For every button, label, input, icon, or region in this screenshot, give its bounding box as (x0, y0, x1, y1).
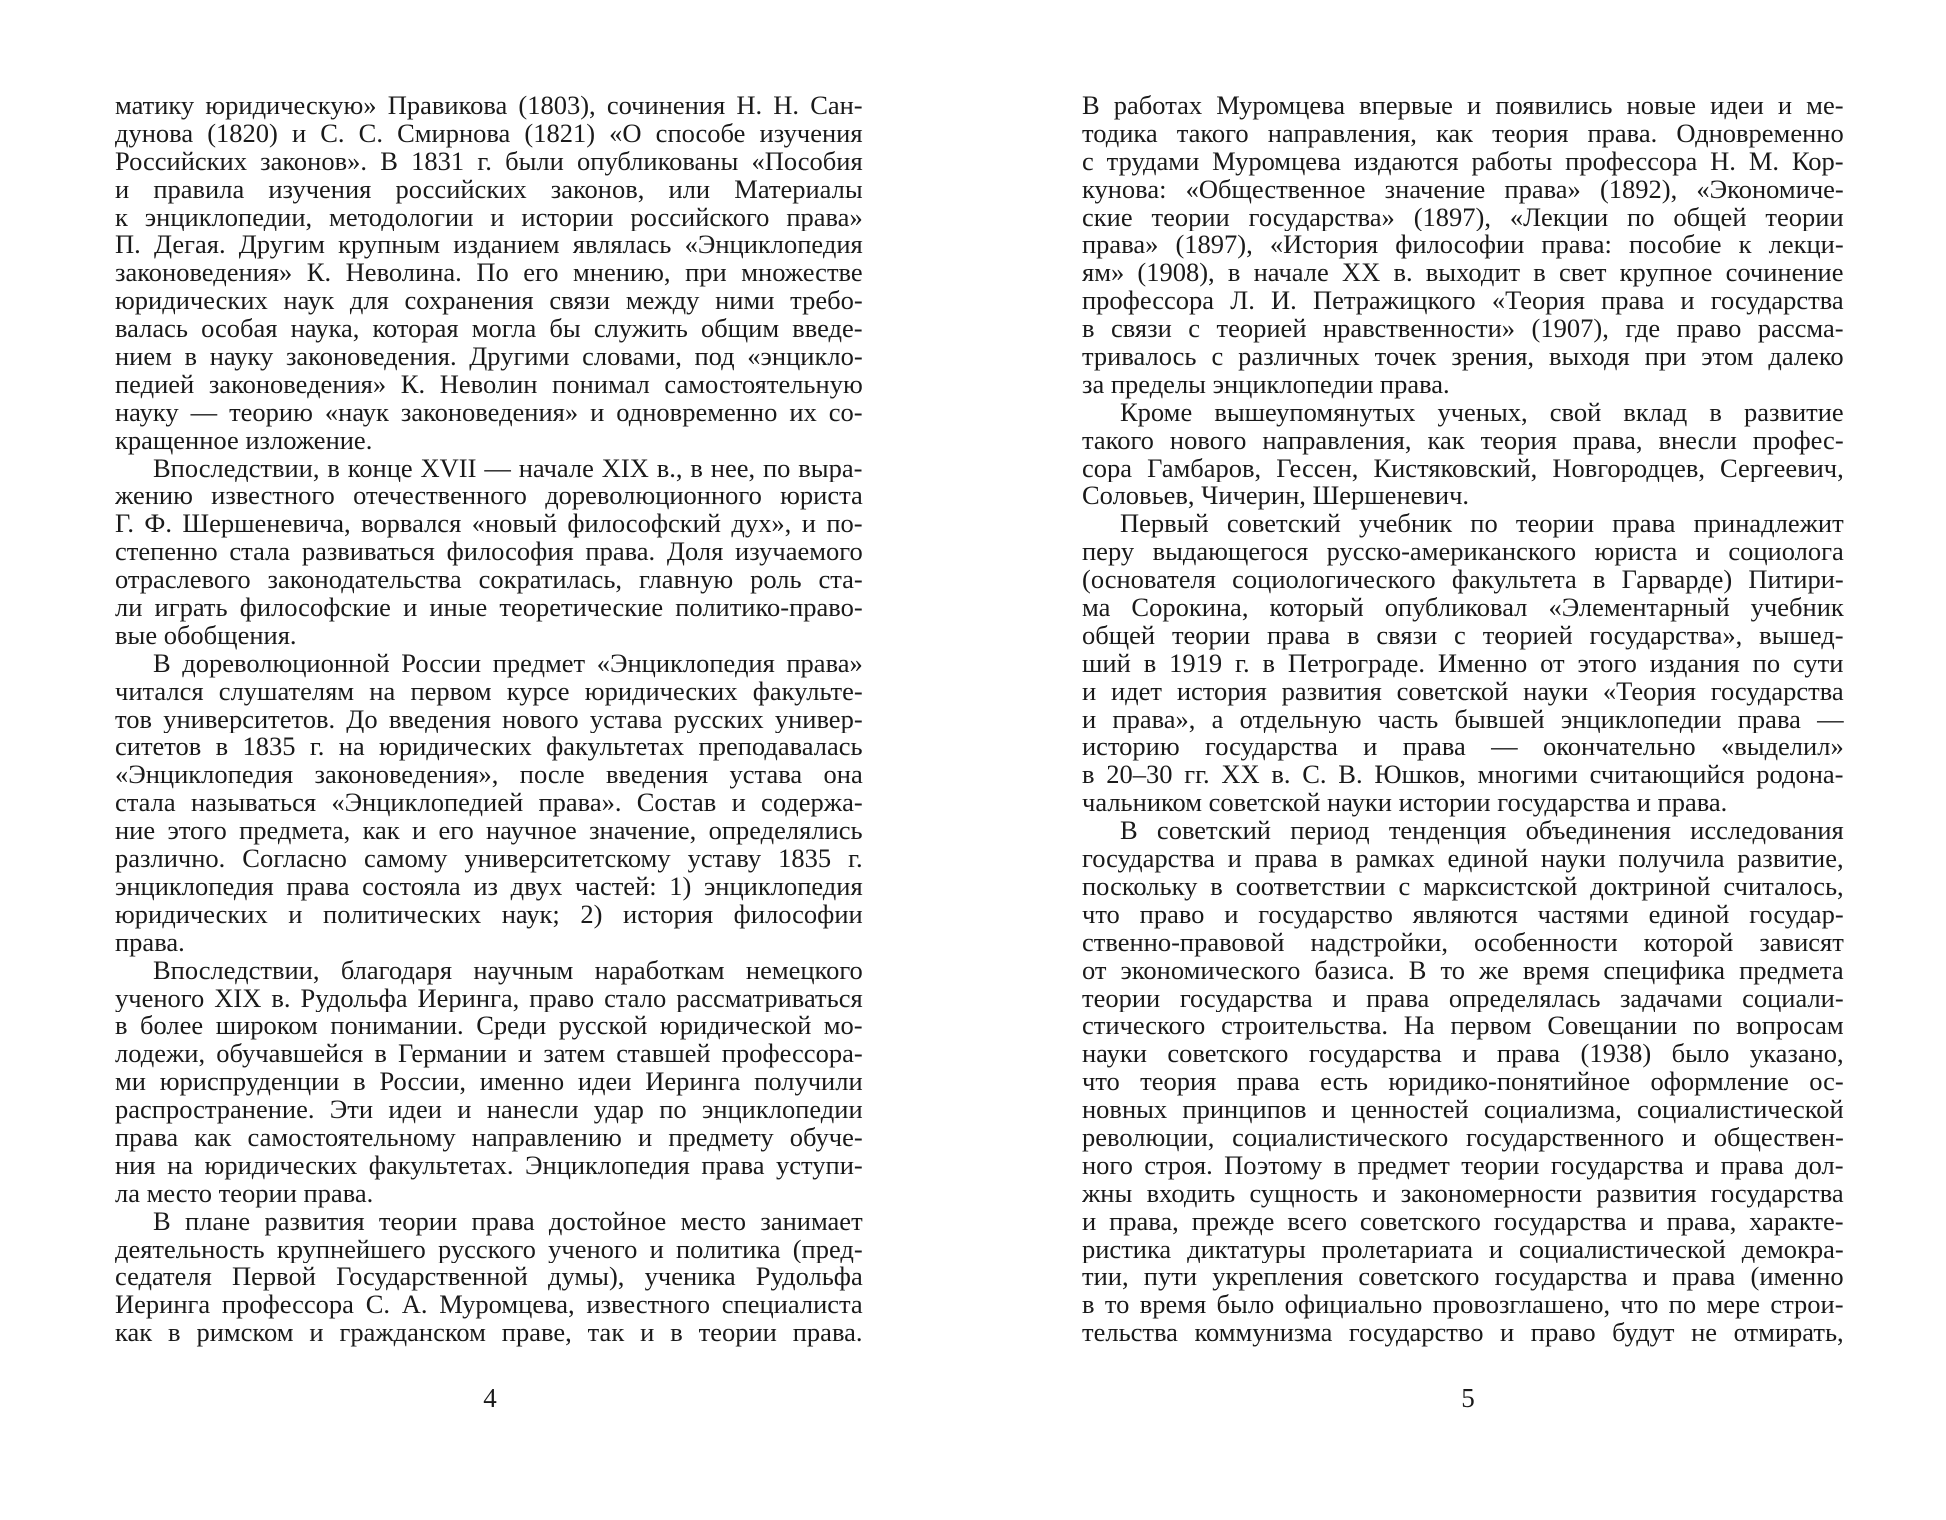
text-line-content: что право и государство являются частями единой государ- (1082, 900, 1844, 929)
text-line (115, 510, 863, 538)
text-line (1082, 761, 1844, 789)
paragraph (1082, 399, 1844, 511)
text-line (1082, 1124, 1844, 1152)
text-line (115, 566, 863, 594)
text-line (115, 482, 863, 510)
text-line-content: с трудами Муромцева издаются работы профессора Н. М. Кор- (1082, 147, 1844, 176)
page-number-right: 5 (1461, 1383, 1475, 1413)
text-line (115, 259, 863, 287)
text-line-content: стала называться «Энциклопедией права». Состав и содержа- (115, 789, 863, 818)
text-line-content: Г. Ф. Шершеневича, ворвался «новый философский дух», и по- (115, 510, 863, 539)
text-line (115, 1208, 863, 1236)
text-line-content: и идет история развития советской науки «Теория государства (1082, 677, 1844, 706)
text-line-content: В работах Муромцева впервые и появились новые идеи и ме- (1082, 92, 1844, 120)
text-line-content: тельства коммунизма государство и право будут не отмирать, (1082, 1319, 1844, 1348)
text-line-content: лодежи, обучавшейся в Германии и затем ставшей профессора- (115, 1040, 863, 1069)
text-line-content: теории государства и права определялась задачами социали- (1082, 984, 1844, 1013)
text-line-content: как в римском и гражданском праве, так и в теории права. (115, 1319, 863, 1348)
text-line (115, 901, 863, 929)
text-line-content: ного строя. Поэтому в предмет теории государства и права дол- (1082, 1151, 1844, 1180)
paragraph (115, 957, 863, 1208)
text-line (115, 1180, 863, 1208)
text-line (1082, 427, 1844, 455)
text-line-content: и правила изучения российских законов, или Материалы (115, 175, 863, 204)
text-line (1082, 901, 1844, 929)
text-line (1082, 204, 1844, 232)
text-line (115, 1319, 863, 1347)
text-line (115, 427, 863, 455)
text-line-content: ям» (1908), в начале XX в. выходит в свет крупное сочинение (1082, 259, 1844, 288)
text-line-content: тривалось с различных точек зрения, выходя при этом далеко (1082, 343, 1844, 371)
text-line (1082, 1152, 1844, 1180)
text-line-content: валась особая наука, которая могла бы служить общим введе- (115, 315, 863, 344)
text-line-content: Кроме вышеупомянутых ученых, свой вклад в развитие (1120, 398, 1844, 427)
text-line (115, 789, 863, 817)
text-line (1082, 1263, 1844, 1291)
text-line (1082, 622, 1844, 650)
text-line (1082, 176, 1844, 204)
text-line-content: права» (1897), «История философии права: пособие к лекци- (1082, 231, 1844, 260)
text-line-content: законоведения» К. Неволина. По его мнению, при множестве (115, 259, 863, 288)
text-line-content: В дореволюционной России предмет «Энциклопедия права» (153, 649, 863, 678)
text-line-content: ские теории государства» (1897), «Лекции по общей теории (1082, 203, 1844, 232)
paragraph (115, 1208, 863, 1347)
text-line (115, 1236, 863, 1264)
text-line-content: поскольку в соответствии с марксистской доктриной считалось, (1082, 872, 1844, 901)
text-line (1082, 873, 1844, 901)
text-line (115, 287, 863, 315)
text-line-content: кращенное изложение. (115, 426, 373, 455)
text-line-content: профессора Л. И. Петражицкого «Теория права и государства (1082, 287, 1844, 316)
text-line (1082, 371, 1844, 399)
text-line (1082, 538, 1844, 566)
text-line (1082, 259, 1844, 287)
text-line (115, 845, 863, 873)
text-line-content: и права, прежде всего советского государства и права, характе- (1082, 1207, 1844, 1236)
text-line (115, 929, 863, 957)
text-line-content: П. Дегая. Другим крупным изданием являлась «Энциклопедия (115, 231, 863, 260)
text-line-content: В советский период тенденция объединения исследования (1120, 817, 1844, 846)
text-line-content: Российских законов». В 1831 г. были опубликованы «Пособия (115, 147, 863, 176)
text-line-content: стического строительства. На первом Совещании по вопросам (1082, 1012, 1844, 1041)
text-line-content: что теория права есть юридико-понятийное оформление ос- (1082, 1068, 1844, 1097)
text-line (115, 594, 863, 622)
paragraph (115, 92, 863, 455)
text-line-content: тодика такого направления, как теория права. Одновременно (1082, 119, 1844, 148)
text-line-content: тии, пути укрепления советского государства и права (именно (1082, 1263, 1844, 1292)
text-line (1082, 1068, 1844, 1096)
text-line-content: Соловьев, Чичерин, Шершеневич. (1082, 482, 1470, 511)
text-line-content: историю государства и права — окончательно «выделил» (1082, 733, 1844, 762)
text-line (1082, 315, 1844, 343)
text-line (1082, 733, 1844, 761)
text-line (1082, 594, 1844, 622)
text-line (1082, 510, 1844, 538)
text-line-content: В плане развития теории права достойное место занимает (153, 1207, 863, 1236)
text-line-content: ли играть философские и иные теоретические политико-право- (115, 594, 863, 622)
text-line (115, 1291, 863, 1319)
text-line-content: ла место теории права. (115, 1179, 374, 1208)
text-line (1082, 1291, 1844, 1319)
text-line-content: Первый советский учебник по теории права принадлежит (1120, 510, 1844, 539)
text-line-content: Иеринга профессора С. А. Муромцева, известного специалиста (115, 1291, 863, 1320)
text-line-content: ситетов в 1835 г. на юридических факультетах преподавалась (115, 733, 863, 762)
text-line (1082, 120, 1844, 148)
text-line-content: ственно-правовой надстройки, особенности которой зависят (1082, 928, 1844, 957)
text-line (115, 985, 863, 1013)
text-line-content: матику юридическую» Правикова (1803), сочинения Н. Н. Сан- (115, 92, 863, 120)
text-line (1082, 650, 1844, 678)
text-line (115, 733, 863, 761)
text-line (1082, 789, 1844, 817)
text-line (1082, 343, 1844, 371)
text-line-content: «Энциклопедия законоведения», после введения устава она (115, 761, 863, 790)
text-line-content: седателя Первой Государственной думы), ученика Рудольфа (115, 1263, 863, 1292)
text-line (1082, 678, 1844, 706)
right-page-body (1082, 92, 1844, 1347)
text-line (115, 622, 863, 650)
text-line-content: кунова: «Общественное значение права» (1892), «Экономиче- (1082, 175, 1844, 204)
text-line (1082, 1040, 1844, 1068)
text-line (115, 1068, 863, 1096)
text-line (115, 371, 863, 399)
text-line-content: науку — теорию «наук законоведения» и одновременно их со- (115, 398, 863, 427)
text-line-content: ния на юридических факультетах. Энциклопедия права уступи- (115, 1151, 863, 1180)
text-line-content: вые обобщения. (115, 621, 297, 650)
paragraph (115, 455, 863, 650)
text-line (1082, 706, 1844, 734)
text-line-content: в более широком понимании. Среди русской юридической мо- (115, 1012, 863, 1041)
text-line (1082, 92, 1844, 120)
text-line-content: общей теории права в связи с теорией государства», вышед- (1082, 621, 1844, 650)
text-line-content: от экономического базиса. В то же время специфика предмета (1082, 956, 1844, 985)
paragraph (1082, 92, 1844, 399)
text-line (1082, 482, 1844, 510)
text-line (115, 1124, 863, 1152)
text-line-content: жению известного отечественного дореволюционного юриста (115, 482, 863, 511)
text-line (115, 148, 863, 176)
text-line-content: педией законоведения» К. Неволин понимал самостоятельную (115, 370, 863, 399)
page-number-left: 4 (483, 1383, 497, 1413)
text-line (1082, 231, 1844, 259)
text-line (115, 873, 863, 901)
text-line-content: жны входить сущность и закономерности развития государства (1082, 1179, 1844, 1208)
text-line-content: читался слушателям на первом курсе юридических факульте- (115, 677, 863, 706)
text-line (1082, 1012, 1844, 1040)
text-line (115, 1263, 863, 1291)
text-line-content: распространение. Эти идеи и нанесли удар по энциклопедии (115, 1096, 863, 1124)
text-line (1082, 566, 1844, 594)
text-line-content: тов университетов. До введения нового устава русских универ- (115, 705, 863, 734)
paragraph (115, 650, 863, 957)
text-line-content: юридических наук для сохранения связи между ними требо- (115, 287, 863, 316)
text-line (1082, 399, 1844, 427)
text-line-content: Впоследствии, в конце XVII — начале XIX в., в нее, по выра- (153, 454, 863, 483)
text-line-content: ма Сорокина, который опубликовал «Элементарный учебник (1082, 594, 1844, 622)
text-line (115, 817, 863, 845)
text-line-content: государства и права в рамках единой науки получила развитие, (1082, 845, 1844, 873)
text-line (1082, 929, 1844, 957)
left-page-body (115, 92, 863, 1347)
text-line (1082, 1236, 1844, 1264)
text-line (1082, 817, 1844, 845)
text-line (1082, 455, 1844, 483)
text-line-content: сора Гамбаров, Гессен, Кистяковский, Новгородцев, Сергеевич, (1082, 454, 1844, 483)
text-line-content: науки советского государства и права (1938) было указано, (1082, 1040, 1844, 1069)
text-line (1082, 148, 1844, 176)
text-line-content: чальником советской науки истории государства и права. (1082, 789, 1728, 818)
text-line-content: энциклопедия права состояла из двух частей: 1) энциклопедия (115, 872, 863, 901)
text-line (115, 204, 863, 232)
text-line-content: юридических и политических наук; 2) история философии (115, 900, 863, 929)
text-line-content: отраслевого законодательства сократилась, главную роль ста- (115, 566, 863, 595)
text-line-content: новных принципов и ценностей социализма, социалистической (1082, 1096, 1844, 1124)
text-line (1082, 957, 1844, 985)
text-line-content: ученого XIX в. Рудольфа Иеринга, право стало рассматриваться (115, 984, 863, 1013)
text-line-content: ми юриспруденции в России, именно идеи Иеринга получили (115, 1068, 863, 1097)
text-line-content: степенно стала развиваться философия права. Доля изучаемого (115, 538, 863, 567)
text-line (1082, 985, 1844, 1013)
text-line (115, 678, 863, 706)
text-line-content: революции, социалистического государственного и обществен- (1082, 1123, 1844, 1152)
text-line (115, 1152, 863, 1180)
text-line-content: в то время было официально провозглашено, что по мере строи- (1082, 1291, 1844, 1320)
paragraph (1082, 817, 1844, 1347)
text-line (115, 1096, 863, 1124)
text-line-content: Впоследствии, благодаря научным наработкам немецкого (153, 956, 863, 985)
text-line (115, 231, 863, 259)
text-line (1082, 1180, 1844, 1208)
text-line (115, 315, 863, 343)
text-line (115, 176, 863, 204)
text-line-content: права как самостоятельному направлению и предмету обуче- (115, 1123, 863, 1152)
text-line (1082, 845, 1844, 873)
text-line (1082, 1208, 1844, 1236)
text-line (115, 1012, 863, 1040)
text-line-content: нием в науку законоведения. Другими словами, под «энцикло- (115, 343, 863, 371)
text-line (1082, 1096, 1844, 1124)
text-line-content: деятельность крупнейшего русского ученого и политика (пред- (115, 1235, 863, 1264)
paragraph (1082, 510, 1844, 817)
text-line (115, 92, 863, 120)
text-line (115, 957, 863, 985)
text-line-content: за пределы энциклопедии права. (1082, 370, 1450, 399)
text-line (115, 455, 863, 483)
text-line (115, 761, 863, 789)
text-line-content: к энциклопедии, методологии и истории российского права» (115, 203, 863, 232)
text-line-content: различно. Согласно самому университетскому уставу 1835 г. (115, 845, 863, 873)
text-line-content: и права», а отдельную часть бывшей энциклопедии права — (1082, 705, 1844, 734)
text-line (1082, 1319, 1844, 1347)
text-line (1082, 287, 1844, 315)
text-line-content: ристика диктатуры пролетариата и социалистической демокра- (1082, 1235, 1844, 1264)
text-line-content: дунова (1820) и С. С. Смирнова (1821) «О способе изучения (115, 119, 863, 148)
text-line-content: ший в 1919 г. в Петрограде. Именно от этого издания по сути (1082, 649, 1844, 678)
text-line-content: (основателя социологического факультета в Гарварде) Питири- (1082, 566, 1844, 595)
text-line (115, 706, 863, 734)
text-line (115, 120, 863, 148)
text-line (115, 1040, 863, 1068)
text-line (115, 650, 863, 678)
text-line-content: ние этого предмета, как и его научное значение, определялись (115, 817, 863, 846)
text-line (115, 538, 863, 566)
text-line-content: в 20–30 гг. XX в. С. В. Юшков, многими считающийся родона- (1082, 761, 1844, 790)
text-line-content: права. (115, 928, 185, 957)
text-line-content: перу выдающегося русско-американского юриста и социолога (1082, 538, 1844, 567)
text-line-content: в связи с теорией нравственности» (1907), где право рассма- (1082, 315, 1844, 344)
text-line-content: такого нового направления, как теория права, внесли профес- (1082, 426, 1844, 455)
text-line (115, 343, 863, 371)
text-line (115, 399, 863, 427)
